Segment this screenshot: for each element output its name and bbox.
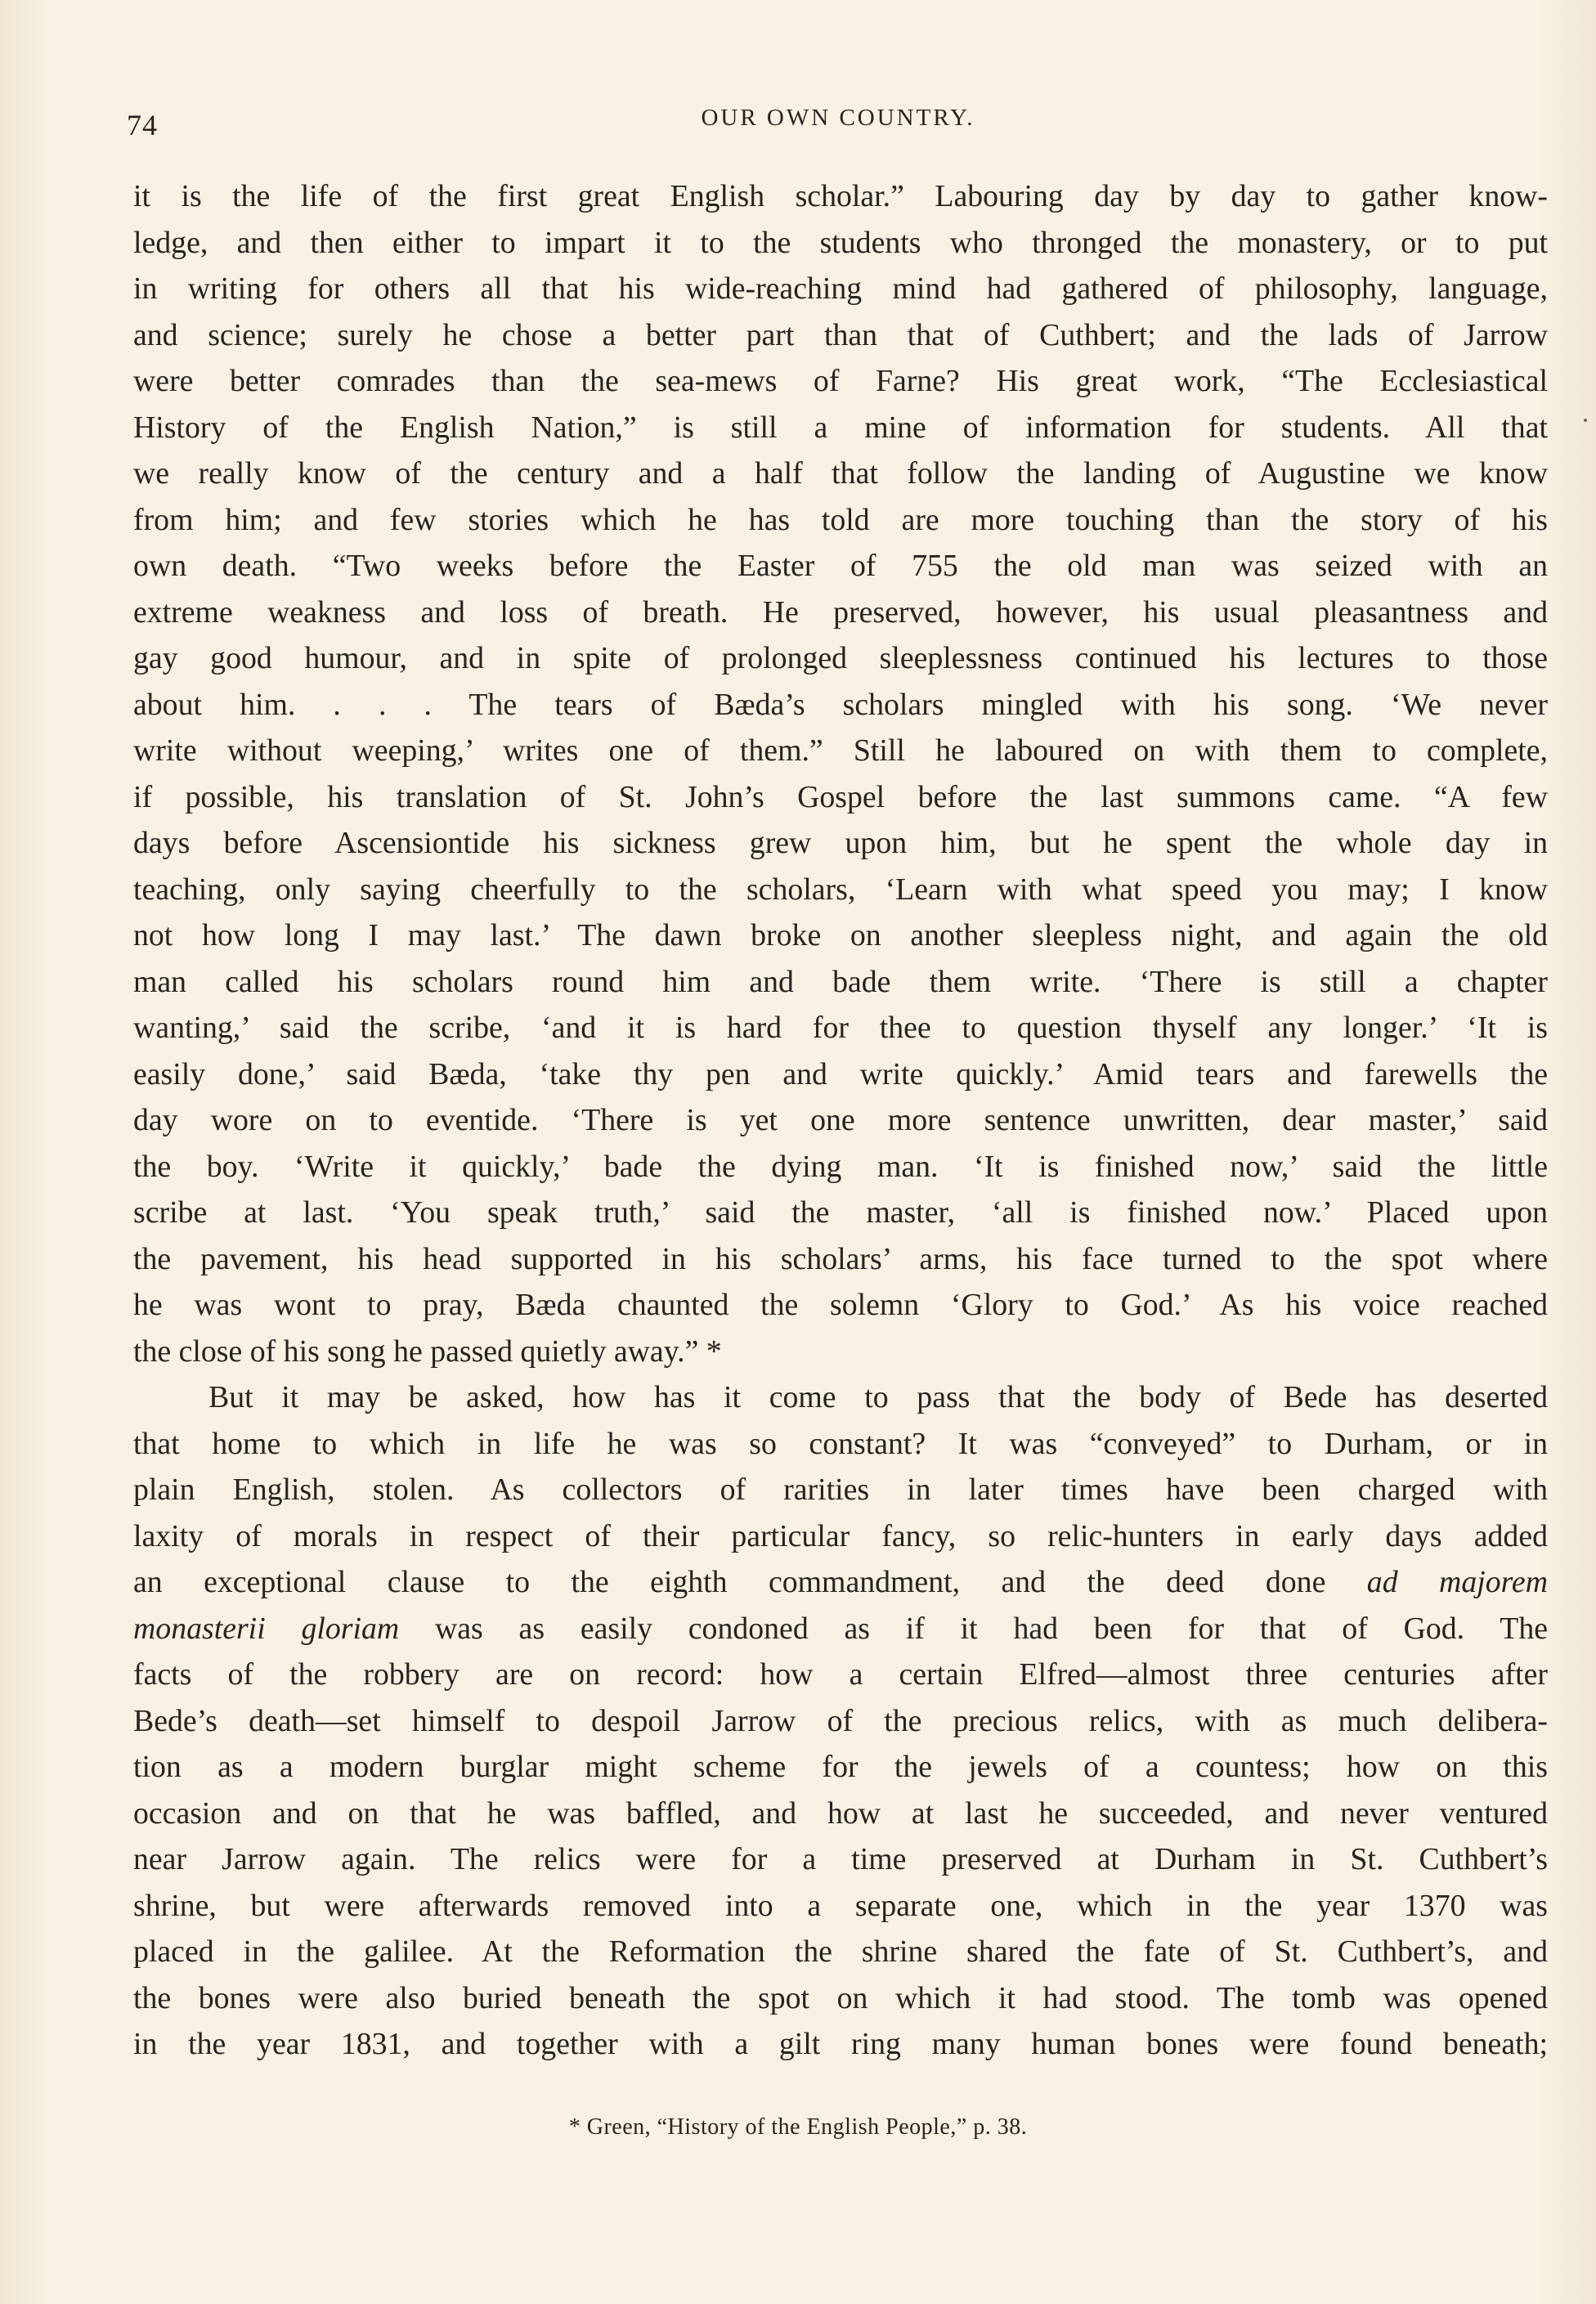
- text-line: easily done,’ said Bæda, ‘take thy pen and write quickly.’ Amid tears and farewells the: [133, 1056, 1548, 1091]
- text-line: tion as a modern burglar might scheme for the jewels of a countess; how on this: [133, 1750, 1548, 1784]
- text-segment: an exceptional clause to the eighth commandment, and the deed done: [133, 1565, 1326, 1599]
- text-line: were better comrades than the sea-mews of Farne? His great work, “The Ecclesiastical: [133, 364, 1548, 398]
- text-line: shrine, but were afterwards removed into a separate one, which in the year 1370 was: [133, 1888, 1548, 1923]
- page-number: 74: [127, 109, 158, 141]
- text-line: we really know of the century and a half that follow the landing of Augustine we know: [133, 456, 1548, 491]
- text-line-paragraph-start: But it may be asked, how has it come to pass that the body of Bede has deserted: [208, 1380, 1548, 1414]
- text-line: if possible, his translation of St. John’s Gospel before the last summons came. “A few: [133, 779, 1548, 814]
- body-text: [133, 173, 1548, 2078]
- text-line: near Jarrow again. The relics were for a time preserved at Durham in St. Cuthbert’s: [133, 1842, 1548, 1876]
- running-head: OUR OWN COUNTRY.: [701, 105, 975, 131]
- text-line: the boy. ‘Write it quickly,’ bade the dying man. ‘It is finished now,’ said the little: [133, 1149, 1548, 1184]
- text-line: facts of the robbery are on record: how a certain Elfred—almost three centuries after: [133, 1657, 1548, 1692]
- text-line: from him; and few stories which he has told are more touching than the story of his: [133, 502, 1548, 537]
- text-line-with-italic: [133, 1606, 1548, 1652]
- text-line: days before Ascensiontide his sickness grew upon him, but he spent the whole day in: [133, 826, 1548, 860]
- text-line: occasion and on that he was baffled, and how at last he succeeded, and never ventured: [133, 1795, 1548, 1831]
- italic-phrase: monasterii gloriam: [133, 1611, 400, 1646]
- text-line: the bones were also buried beneath the spot on which it had stood. The tomb was opened: [133, 1980, 1548, 2015]
- text-line: placed in the galilee. At the Reformation the shrine shared the fate of St. Cuthbert’s, and: [133, 1934, 1548, 1969]
- text-line: own death. “Two weeks before the Easter of 755 the old man was seized with an: [133, 549, 1548, 583]
- text-line: man called his scholars round him and bade them write. ‘There is still a chapter: [133, 964, 1548, 999]
- text-line: day wore on to eventide. ‘There is yet one more sentence unwritten, dear master,’ said: [133, 1103, 1548, 1137]
- text-line: teaching, only saying cheerfully to the scholars, ‘Learn with what speed you may; I know: [133, 872, 1548, 907]
- text-line: about him. . . . The tears of Bæda’s scholars mingled with his song. ‘We never: [133, 687, 1548, 722]
- text-line: ledge, and then either to impart it to the students who thronged the monastery, or to put: [133, 225, 1548, 260]
- text-line: write without weeping,’ writes one of them.” Still he laboured on with them to complete,: [133, 733, 1548, 768]
- text-line: the pavement, his head supported in his scholars’ arms, his face turned to the spot where: [133, 1241, 1548, 1276]
- text-line: wanting,’ said the scribe, ‘and it is hard for thee to question thyself any longer.’ ‘It is: [133, 1011, 1548, 1045]
- footnote: * Green, “History of the English People,” p. 38.: [568, 2114, 1028, 2140]
- page-header: [127, 96, 1549, 146]
- margin-speck: [1584, 419, 1587, 422]
- text-line: in writing for others all that his wide-reaching mind had gathered of philosophy, language,: [133, 271, 1548, 306]
- text-line: History of the English Nation,” is still a mine of information for students. All that: [133, 410, 1548, 445]
- text-line: laxity of morals in respect of their particular fancy, so relic-hunters in early days added: [133, 1518, 1548, 1553]
- text-line: not how long I may last.’ The dawn broke on another sleepless night, and again the old: [133, 918, 1548, 953]
- text-line: it is the life of the first great English scholar.” Labouring day by day to gather know-: [133, 179, 1548, 213]
- text-line-paragraph-end: the close of his song he passed quietly away.” *: [133, 1334, 722, 1369]
- text-line: gay good humour, and in spite of prolonged sleeplessness continued his lectures to those: [133, 641, 1548, 675]
- text-line-with-italic: [133, 1559, 1548, 1606]
- text-line: plain English, stolen. As collectors of rarities in later times have been charged with: [133, 1472, 1548, 1507]
- text-line: scribe at last. ‘You speak truth,’ said the master, ‘all is finished now.’ Placed upon: [133, 1195, 1548, 1230]
- text-line: extreme weakness and loss of breath. He preserved, however, his usual pleasantness and: [133, 594, 1548, 630]
- text-line: Bede’s death—set himself to despoil Jarrow of the precious relics, with as much delibera-: [133, 1703, 1548, 1738]
- text-line: that home to which in life he was so constant? It was “conveyed” to Durham, or in: [133, 1426, 1548, 1461]
- text-line: he was wont to pray, Bæda chaunted the solemn ‘Glory to God.’ As his voice reached: [133, 1288, 1548, 1322]
- italic-phrase: ad majorem: [1366, 1565, 1548, 1599]
- text-line: and science; surely he chose a better part than that of Cuthbert; and the lads of Jarrow: [133, 317, 1548, 352]
- text-segment: was as easily condoned as if it had been for that of God. The: [434, 1611, 1548, 1646]
- text-line: in the year 1831, and together with a gilt ring many human bones were found beneath;: [133, 2027, 1548, 2061]
